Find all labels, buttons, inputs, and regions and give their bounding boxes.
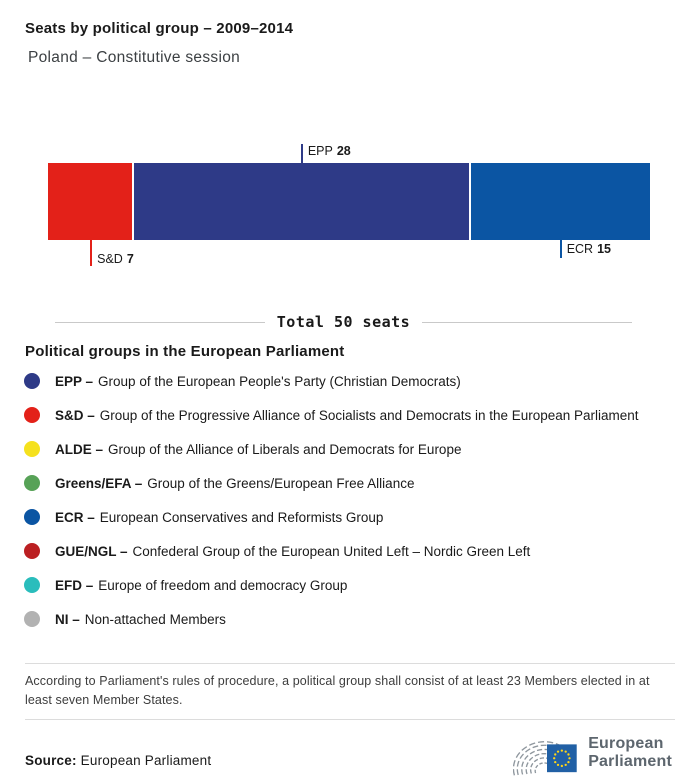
- legend-item-description: Group of the Alliance of Liberals and Democrats for Europe: [108, 441, 462, 457]
- bar-label-text: [303, 144, 351, 163]
- bar-label-text: [562, 242, 611, 256]
- ni-color-dot: [24, 611, 40, 627]
- legend-item-efd: [24, 568, 685, 602]
- eu-flag-icon: [547, 744, 577, 772]
- legend-item-description: Non-attached Members: [84, 611, 226, 627]
- ep-logo-wordmark: [588, 735, 672, 772]
- legend-item-description: Group of the Progressive Alliance of Socialists and Democrats in the European Parliament: [99, 407, 639, 423]
- divider-line-right: [422, 322, 632, 323]
- legend-item-abbr: Greens/EFA: [55, 475, 132, 491]
- legend-item-greens-efa: [24, 466, 685, 500]
- seats-bar: [48, 163, 650, 240]
- legend-item-abbr: ALDE: [55, 441, 92, 457]
- legend-item-name: ALDE –: [55, 441, 104, 457]
- bar-label-epp: [301, 144, 351, 163]
- footer: [25, 726, 672, 778]
- bar-label-value: 28: [336, 144, 351, 158]
- source-label: Source:: [25, 753, 77, 768]
- legend-item-description: Confederal Group of the European United Left – Nordic Green Left: [132, 543, 531, 559]
- legend-item-name: ECR –: [55, 509, 95, 525]
- legend-item-description: Group of the European People's Party (Christian Democrats): [98, 373, 461, 389]
- footnote-block: [25, 663, 675, 720]
- s-d-color-dot: [24, 407, 40, 423]
- legend-item-ni: [24, 602, 685, 636]
- footnote-text: According to Parliament's rules of procedure, a political group shall consist of at least 23 Members elected in at least seven Member States.: [25, 674, 650, 707]
- legend-item-abbr: EPP: [55, 373, 82, 389]
- divider-line-left: [55, 322, 265, 323]
- legend-list: [24, 364, 685, 636]
- source-value: European Parliament: [80, 753, 212, 768]
- legend-item-gue-ngl: [24, 534, 685, 568]
- legend-item-name: Greens/EFA –: [55, 475, 143, 491]
- bar-segment-s-d: [48, 163, 132, 240]
- legend-item-abbr: ECR: [55, 509, 84, 525]
- legend-item-abbr: EFD: [55, 577, 82, 593]
- legend-item-epp: [24, 364, 685, 398]
- legend-item-ecr: [24, 500, 685, 534]
- ep-logo: [513, 728, 672, 778]
- bar-segment-ecr: [469, 163, 650, 240]
- bar-segment-epp: [132, 163, 469, 240]
- epp-color-dot: [24, 373, 40, 389]
- bar-label-s-d: [90, 240, 134, 266]
- bar-label-value: 7: [126, 252, 134, 266]
- legend-item-name: GUE/NGL –: [55, 543, 128, 559]
- greens-efa-color-dot: [24, 475, 40, 491]
- ep-logo-hemicycle-icon: [513, 730, 581, 776]
- legend-item-name: S&D –: [55, 407, 95, 423]
- total-seats-label: Total 50 seats: [276, 313, 411, 331]
- legend-item-name: NI –: [55, 611, 80, 627]
- efd-color-dot: [24, 577, 40, 593]
- bar-label-name: S&D: [97, 252, 123, 266]
- logo-text-line2: Parliament: [588, 753, 672, 770]
- logo-text-line1: European: [588, 734, 664, 752]
- total-seats-divider: [55, 313, 632, 331]
- bar-label-name: EPP: [307, 144, 333, 158]
- bar-label-ecr: [560, 240, 611, 258]
- legend-item-abbr: S&D: [55, 407, 84, 423]
- chart-area: [48, 140, 650, 275]
- bar-label-name: ECR: [566, 242, 594, 256]
- bar-label-value: 15: [597, 242, 611, 256]
- ecr-color-dot: [24, 509, 40, 525]
- bar-label-text: [92, 252, 134, 266]
- legend-item-description: Group of the Greens/European Free Alliance: [147, 475, 415, 491]
- gue-ngl-color-dot: [24, 543, 40, 559]
- page-title: Seats by political group – 2009–2014: [25, 20, 294, 37]
- alde-color-dot: [24, 441, 40, 457]
- legend-item-s-d: [24, 398, 685, 432]
- legend-item-abbr: GUE/NGL: [55, 543, 117, 559]
- legend-item-alde: [24, 432, 685, 466]
- page-subtitle: Poland – Constitutive session: [28, 49, 241, 66]
- legend-heading: Political groups in the European Parliament: [25, 343, 345, 360]
- legend-item-name: EPP –: [55, 373, 94, 389]
- source-line: [25, 753, 211, 768]
- legend-item-abbr: NI: [55, 611, 69, 627]
- legend-item-description: Europe of freedom and democracy Group: [98, 577, 348, 593]
- legend-item-name: EFD –: [55, 577, 94, 593]
- legend-item-description: European Conservatives and Reformists Group: [99, 509, 384, 525]
